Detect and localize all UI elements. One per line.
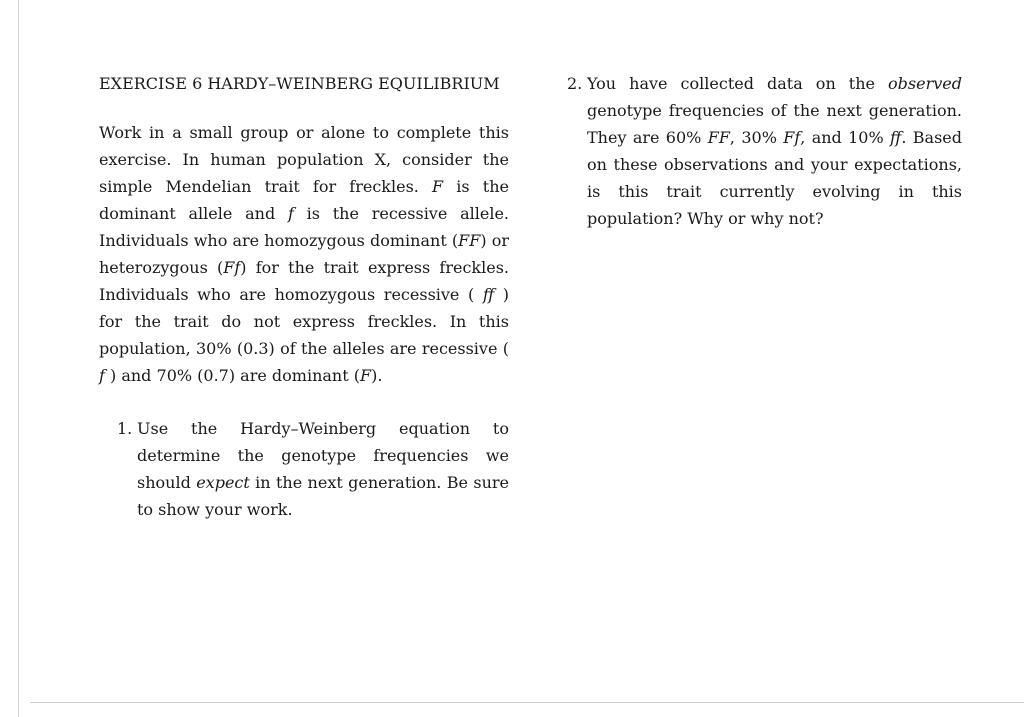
question-number: 1. xyxy=(117,419,133,438)
question-text: You have collected data on the observed genotype frequencies of the next generation. They are 60% FF, 30% Ff, and 10% ff. Based on these observations and your expectations, is this trait currently evolving in this population? Why or why not? xyxy=(587,74,963,228)
intro-text: ). xyxy=(371,366,383,385)
genotype-symbol: ff xyxy=(890,128,902,147)
exercise-title: EXERCISE 6 HARDY–WEINBERG EQUILIBRIUM xyxy=(99,74,500,93)
page-left-border xyxy=(18,0,19,717)
exercise-intro xyxy=(99,119,509,389)
allele-symbol: f xyxy=(287,204,294,223)
genotype-symbol: FF xyxy=(458,231,481,250)
allele-symbol: F xyxy=(359,366,372,385)
question-text: Use the Hardy–Weinberg equation to determine the genotype frequencies we should expect in the next generation. Be sure to show your work. xyxy=(137,419,510,519)
genotype-symbol: Ff xyxy=(783,128,801,147)
page-bottom-border xyxy=(30,702,1024,703)
question-2 xyxy=(567,70,962,232)
allele-symbol: F xyxy=(432,177,444,196)
emphasis: expect xyxy=(196,473,250,492)
right-column xyxy=(567,70,962,232)
allele-symbol: f xyxy=(99,366,105,385)
question-1 xyxy=(117,415,509,523)
intro-text: Work in a small group or alone to complete this exercise. In human population X, consider the simple Mendelian trait for freckles. xyxy=(99,123,509,196)
intro-text: ) or heterozygous ( xyxy=(99,231,510,277)
intro-text: is the dominant allele and xyxy=(99,177,509,223)
genotype-symbol: Ff xyxy=(223,258,241,277)
emphasis: observed xyxy=(888,74,962,93)
genotype-symbol: FF xyxy=(707,128,730,147)
question-list xyxy=(117,415,509,523)
intro-text: ) and 70% (0.7) are dominant ( xyxy=(104,366,360,385)
intro-text: ) for the trait do not express freckles. In this population, 30% (0.3) of the alleles are recessive ( xyxy=(99,285,510,358)
left-column xyxy=(99,70,509,523)
genotype-symbol: ff xyxy=(482,285,495,304)
intro-text: ) for the trait express freckles. Individuals who are homozygous recessive ( xyxy=(99,258,510,304)
question-list xyxy=(567,70,962,232)
question-number: 2. xyxy=(567,74,583,93)
intro-text: is the recessive allele. Individuals who are homozygous dominant ( xyxy=(99,204,509,250)
